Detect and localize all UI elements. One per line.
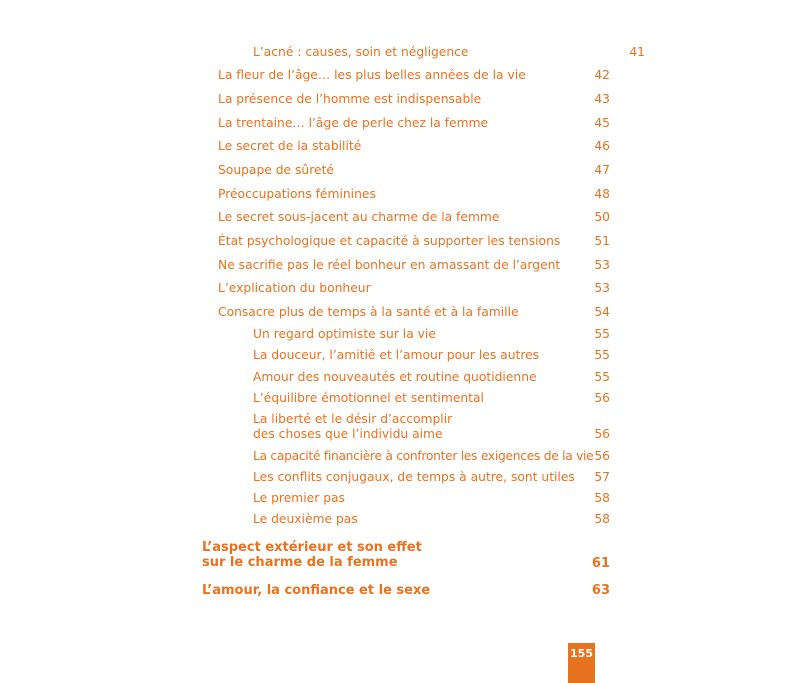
book-page xyxy=(195,0,645,683)
toc-entry-page: 54 xyxy=(594,305,610,319)
toc-subentry xyxy=(253,412,610,442)
toc-entry-title: L’acné : causes, soin et négligence xyxy=(253,45,469,59)
toc-entry-title: Le secret sous-jacent au charme de la femme xyxy=(218,210,500,224)
toc-entry-title: La capacité financière à confronter les exigences de la vie xyxy=(253,449,594,463)
toc-entry-title: La trentaine… l’âge de perle chez la femme xyxy=(218,116,489,130)
toc-subentry xyxy=(253,449,610,464)
toc-entry xyxy=(218,281,610,296)
toc-section-title-line1: L’aspect extérieur et son effet xyxy=(202,540,422,555)
toc-subentry xyxy=(253,370,610,385)
toc-entry xyxy=(218,210,610,225)
toc-entry-title-line2: des choses que l’individu aime xyxy=(253,427,443,441)
toc-entry-page: 53 xyxy=(594,258,610,272)
toc-section-title: L’amour, la confiance et le sexe xyxy=(202,583,431,598)
toc-entry-page: 56 xyxy=(594,391,610,405)
toc-entry-page: 55 xyxy=(594,327,610,341)
toc-entry-page: 42 xyxy=(594,68,610,82)
toc-entry-title: Préoccupations féminines xyxy=(218,187,376,201)
toc-entry-title: Ne sacrifie pas le réel bonheur en amassant de l’argent xyxy=(218,258,561,272)
toc-entry-page: 50 xyxy=(594,210,610,224)
toc-entry xyxy=(218,234,610,249)
toc-section-page: 63 xyxy=(591,583,610,598)
toc-entry xyxy=(218,139,610,154)
toc-entry-title: Soupape de sûreté xyxy=(218,163,334,177)
toc-entry xyxy=(218,68,610,83)
toc-section-title-line2: sur le charme de la femme xyxy=(202,555,398,570)
toc-entry-page: 55 xyxy=(594,348,610,362)
toc-entry-page: 51 xyxy=(594,234,610,248)
toc-section xyxy=(202,540,610,571)
toc-entry-title: L’explication du bonheur xyxy=(218,281,371,295)
toc-entry-title: Amour des nouveautés et routine quotidienne xyxy=(253,370,537,384)
toc-subentry xyxy=(253,391,610,406)
toc-entry-page: 56 xyxy=(594,449,610,463)
toc-subentry xyxy=(253,327,610,342)
toc-entry-page: 41 xyxy=(629,45,645,59)
toc-section-page: 61 xyxy=(591,556,610,571)
toc-entry-page: 46 xyxy=(594,139,610,153)
toc-entry-page: 47 xyxy=(594,163,610,177)
toc-entry-page: 58 xyxy=(594,512,610,526)
page-number: 155 xyxy=(570,647,593,660)
toc-subentry xyxy=(253,470,610,485)
toc-entry-title: Le secret de la stabilité xyxy=(218,139,362,153)
toc-entry xyxy=(253,45,645,60)
toc-subentry xyxy=(253,348,610,363)
toc-entry-page: 43 xyxy=(594,92,610,106)
toc-entry-title: La douceur, l’amitié et l’amour pour les autres xyxy=(253,348,540,362)
toc-entry-page: 57 xyxy=(594,470,610,484)
toc-entry-title: La fleur de l’âge… les plus belles années de la vie xyxy=(218,68,526,82)
toc-entry-title: Le premier pas xyxy=(253,491,345,505)
toc-entry-title: L’équilibre émotionnel et sentimental xyxy=(253,391,484,405)
toc-entry xyxy=(218,92,610,107)
toc-entry-page: 53 xyxy=(594,281,610,295)
toc-entry-page: 56 xyxy=(594,427,610,441)
toc-section xyxy=(202,583,610,598)
toc-entry xyxy=(218,258,610,273)
toc-entry-title-line1: La liberté et le désir d’accomplir xyxy=(253,412,453,426)
toc-entry-title: La présence de l’homme est indispensable xyxy=(218,92,482,106)
page-number-tab xyxy=(568,643,595,683)
toc-entry-title: État psychologique et capacité à supporter les tensions xyxy=(218,234,561,248)
toc-entry xyxy=(218,305,610,320)
toc-entry-page: 45 xyxy=(594,116,610,130)
toc-entry-page: 55 xyxy=(594,370,610,384)
toc-entry xyxy=(218,163,610,178)
toc-subentry xyxy=(253,512,610,527)
toc-entry-title: Consacre plus de temps à la santé et à la famille xyxy=(218,305,519,319)
toc-entry-page: 58 xyxy=(594,491,610,505)
toc-entry xyxy=(218,187,610,202)
toc-entry-page: 48 xyxy=(594,187,610,201)
toc-subentry xyxy=(253,491,610,506)
toc-entry-title: Un regard optimiste sur la vie xyxy=(253,327,436,341)
toc-entry-title: Les conflits conjugaux, de temps à autre, sont utiles xyxy=(253,470,575,484)
toc-entry xyxy=(218,116,610,131)
toc-entry-title: Le deuxième pas xyxy=(253,512,358,526)
